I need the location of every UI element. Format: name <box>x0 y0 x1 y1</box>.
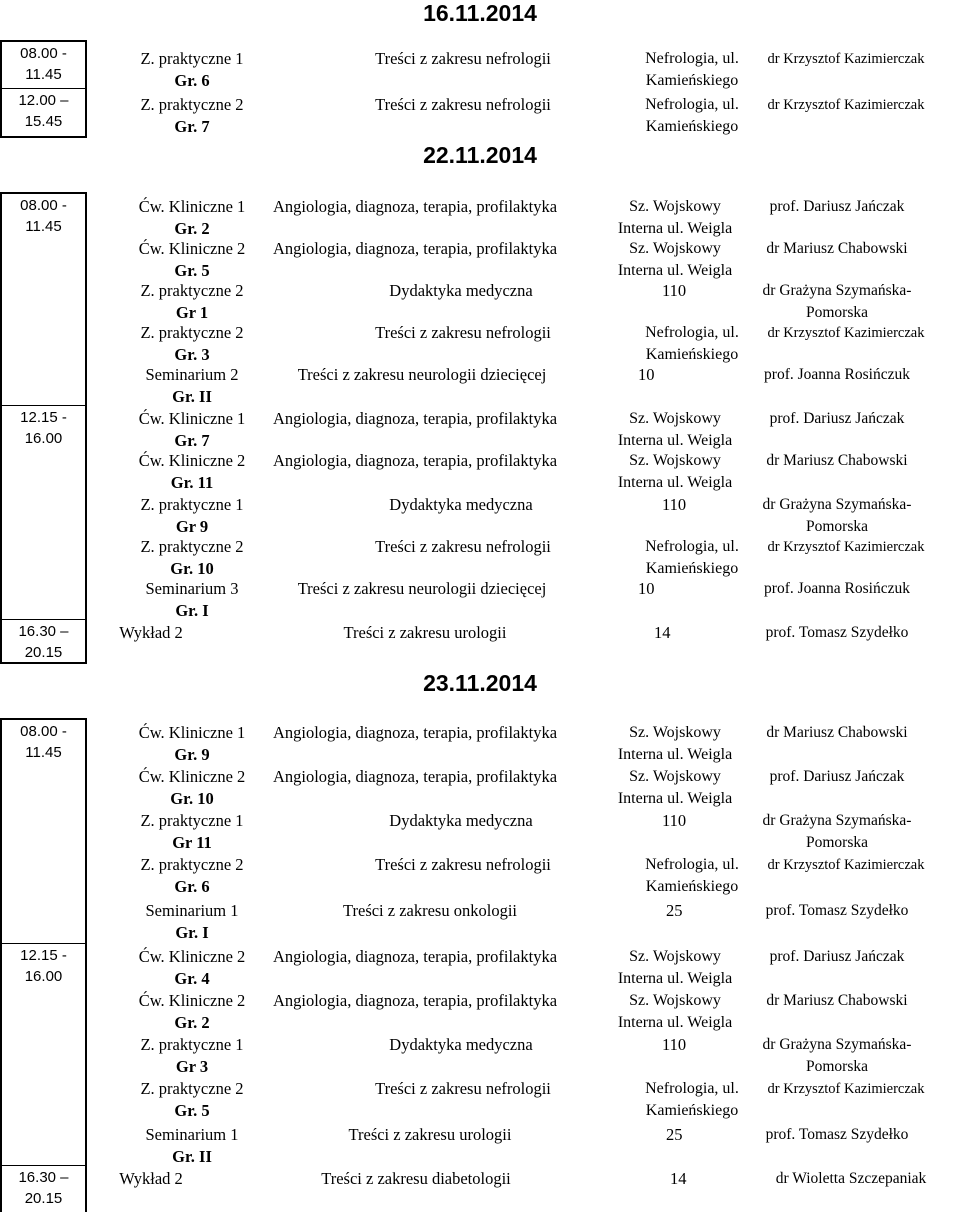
schedule-row: Wykład 2 Treści z zakresu urologii 14 prof. Tomasz Szydełko <box>119 623 909 642</box>
schedule-row: Z. praktyczne 1 Gr 3 Dydaktyka medyczna 110 dr Grażyna Szymańska- Pomorska <box>140 1035 912 1076</box>
time-slot: 12.15 - 16.00 <box>2 944 85 1166</box>
schedule-row: Z. praktyczne 2 Gr. 7 Treści z zakresu nefrologii Nefrologia, ul. Kamieńskiego dr Krzysztof Kazimierczak <box>140 95 925 136</box>
date-heading: 23.11.2014 <box>423 670 537 696</box>
schedule-row: Z. praktyczne 2 Gr. 6 Treści z zakresu nefrologii Nefrologia, ul. Kamieńskiego dr Krzysztof Kazimierczak <box>140 855 925 896</box>
schedule-row: Z. praktyczne 2 Gr. 5 Treści z zakresu nefrologii Nefrologia, ul. Kamieńskiego dr Krzysztof Kazimierczak <box>140 1079 925 1120</box>
date-heading: 16.11.2014 <box>423 0 537 26</box>
schedule-row: Wykład 2 Treści z zakresu diabetologii 14 dr Wioletta Szczepaniak <box>119 1169 927 1188</box>
schedule-row: Ćw. Kliniczne 2 Gr. 4 Angiologia, diagnoza, terapia, profilaktyka Sz. Wojskowy Interna ul. Weigla prof. Dariusz Jańczak <box>138 947 905 988</box>
schedule-row: Ćw. Kliniczne 1 Gr. 2 Angiologia, diagnoza, terapia, profilaktyka Sz. Wojskowy Interna ul. Weigla prof. Dariusz Jańczak <box>138 197 905 238</box>
time-slot: 08.00 - 11.45 <box>2 720 85 944</box>
schedule-row: Z. praktyczne 1 Gr 9 Dydaktyka medyczna 110 dr Grażyna Szymańska- Pomorska <box>140 495 912 536</box>
time-slot: 12.15 - 16.00 <box>2 406 85 620</box>
schedule-row: Z. praktyczne 1 Gr. 6 Treści z zakresu nefrologii Nefrologia, ul. Kamieńskiego dr Krzysztof Kazimierczak <box>140 49 925 90</box>
schedule-row: Seminarium 3 Gr. I Treści z zakresu neurologii dziecięcej 10 prof. Joanna Rosińczuk <box>145 579 910 620</box>
schedule-row: Z. praktyczne 2 Gr. 3 Treści z zakresu nefrologii Nefrologia, ul. Kamieńskiego dr Krzysztof Kazimierczak <box>140 323 925 364</box>
schedule-row: Ćw. Kliniczne 2 Gr. 2 Angiologia, diagnoza, terapia, profilaktyka Sz. Wojskowy Interna ul. Weigla dr Mariusz Chabowski <box>138 991 908 1032</box>
schedule-row: Z. praktyczne 1 Gr 11 Dydaktyka medyczna 110 dr Grażyna Szymańska- Pomorska <box>140 811 912 852</box>
schedule-row: Ćw. Kliniczne 2 Gr. 10 Angiologia, diagnoza, terapia, profilaktyka Sz. Wojskowy Interna ul. Weigla prof. Dariusz Jańczak <box>138 767 905 808</box>
schedule-row: Ćw. Kliniczne 1 Gr. 9 Angiologia, diagnoza, terapia, profilaktyka Sz. Wojskowy Interna ul. Weigla dr Mariusz Chabowski <box>138 723 908 764</box>
schedule-row: Ćw. Kliniczne 1 Gr. 7 Angiologia, diagnoza, terapia, profilaktyka Sz. Wojskowy Interna ul. Weigla prof. Dariusz Jańczak <box>138 409 905 450</box>
schedule-row: Ćw. Kliniczne 2 Gr. 5 Angiologia, diagnoza, terapia, profilaktyka Sz. Wojskowy Interna ul. Weigla dr Mariusz Chabowski <box>138 239 908 280</box>
schedule-row: Seminarium 1 Gr. II Treści z zakresu urologii 25 prof. Tomasz Szydełko <box>145 1125 909 1166</box>
schedule-row: Z. praktyczne 2 Gr 1 Dydaktyka medyczna 110 dr Grażyna Szymańska- Pomorska <box>140 281 912 322</box>
date-heading: 22.11.2014 <box>423 142 537 168</box>
schedule-row: Seminarium 1 Gr. I Treści z zakresu onkologii 25 prof. Tomasz Szydełko <box>145 901 909 942</box>
time-slot: 16.30 – 20.15 <box>18 623 69 661</box>
time-slot: 12.00 – 15.45 <box>18 92 69 130</box>
schedule-row: Seminarium 2 Gr. II Treści z zakresu neurologii dziecięcej 10 prof. Joanna Rosińczuk <box>145 365 910 406</box>
schedule-row: Z. praktyczne 2 Gr. 10 Treści z zakresu nefrologii Nefrologia, ul. Kamieńskiego dr Krzysztof Kazimierczak <box>140 537 925 578</box>
time-slot: 08.00 - 11.45 <box>2 194 85 406</box>
schedule-row: Ćw. Kliniczne 2 Gr. 11 Angiologia, diagnoza, terapia, profilaktyka Sz. Wojskowy Interna ul. Weigla dr Mariusz Chabowski <box>138 451 908 492</box>
time-slot: 16.30 – 20.15 <box>18 1169 69 1207</box>
time-slot: 08.00 - 11.45 <box>2 42 85 89</box>
